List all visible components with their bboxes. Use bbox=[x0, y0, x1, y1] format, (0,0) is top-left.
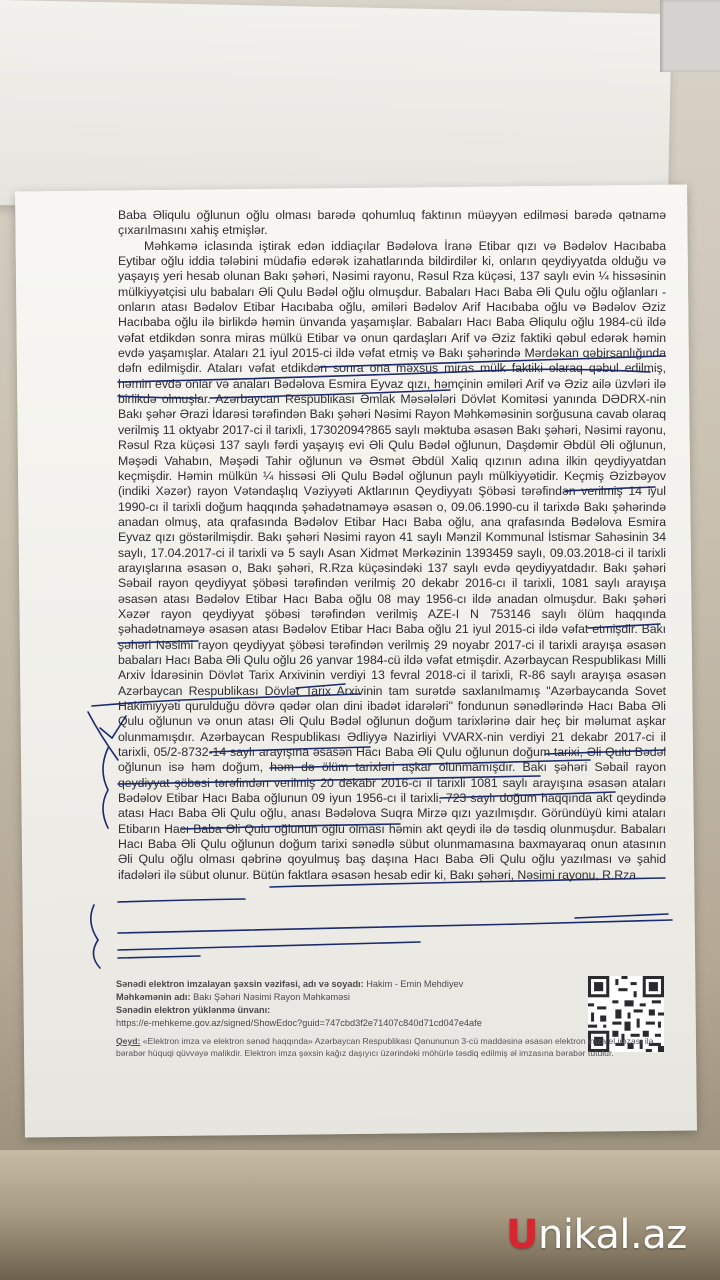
note-text: «Elektron imza və elektron sənəd haqqında» Azərbaycan Respublikası Qanununun 3-cü maddəsinə əsasən elektron imza ⁠el imzası ilə bərabər hüquqi qüvvəyə malikdir. Elektron imza şəxsin kağız daşıyıcı üzərindəki möhürlə təsdiq edilmiş əl imzasına bərabər tutulur. bbox=[116, 1036, 654, 1058]
signer-label: Sənədi elektron imzalayan şəxsin vəzifəsi, adı və soyadı: bbox=[116, 979, 364, 989]
paragraph-intro: Baba Əliqulu oğlunun oğlu olması barədə qohumluq faktının müəyyən edilməsi barədə qətnamə çıxarılmasını xahiş etmişlər. bbox=[118, 208, 666, 238]
court-value: Bakı Şəhəri Nəsimi Rayon Məhkəməsi bbox=[193, 992, 350, 1002]
signature-footer bbox=[116, 978, 576, 1030]
paper-stack-corner bbox=[660, 0, 720, 72]
document-body bbox=[118, 208, 666, 883]
note-label: Qeyd: bbox=[116, 1036, 141, 1046]
legal-note bbox=[116, 1036, 676, 1059]
paragraph-main: Məhkəmə iclasında iştirak edən iddiaçılar Bədəlova İranə Etibar qızı və Bədəlov Hacıbaba Eytibar oğlu iddia tələbini müdafiə edərək izahatlarında bildirdilər ki, onların qeydiyyatda olduğu və yaşayış yeri hesab olunan Bakı şəhəri, Nəsimi rayonu, Rəsul Rza küçəsi, 137 saylı evin ¼ hissəsinin mülkiyyətçisi ulu babaları Əli Qulu Bədəl oğlu olmuşdur. Babaları Hacı Baba Əli Qulu oğlu oğlanları - onların atası Bədəlov Etibar Hacıbaba oğlu, əmiləri Bədəlov Arif Hacıbaba oğlu və Bədəlov Əziz Hacıbaba oğlu ilə birlikdə həmin ünvanda yaşamışlar. Babaları Hacı Baba Əliqulu oğlu 1984-cü ildə vəfat etdikdən sonra miras mülkü Etibar və onun qardaşları Arif və Əziz faktiki qəbul edərək həmin evdə yaşamışlar. Ataları 21 iyul 2015-ci ildə vəfat etmiş və Bakı şəhərində Mərdəkan qəbirsanlığında dəfn edilmişdir. Ataları vəfat etdikdən sonra ona məxsus miras mülk faktiki olaraq qəbul edilmiş, həmin evdə onlar və anaları Bədəlova Esmira Eyvaz qızı, həmçinin əmiləri Arif və Əziz ailə üzvləri ilə birlikdə olmuşlar. Azərbaycan Respublikası Əmlak Məsələləri Dövlət Komitəsi yanında DƏDRX-nin Bakı şəhər Ərazi İdarəsi tərəfindən Bakı şəhəri Nəsimi Rayon Məhkəməsinin sorğusuna cavab olaraq verilmiş 11 oktyabr 2017-ci il tarixli, 17302094?865 saylı məktuba əsasən Bakı şəhəri, Nəsimi rayonu, Rəsul Rza küçəsi 137 saylı fərdi yaşayış evi Əli Qulu Bədəl oğlunun, Daşdəmir Əbdül Əli oğlunun, Məşədi Vahabın, Məşədi Tahir oğlunun və Əsmət Əbdül Xaliq qızının adına ilkin qeydiyyatdan keçmişdir. Həmin mülkün ¼ hissəsi Əli Qulu Bədəl oğlunun paylı mülkiyyətidir. Keçmiş Əzizbəyov (indiki Xəzər) rayon Vətəndaşlıq Vəziyyəti Aktlarının Qeydiyyatı Şöbəsi tərəfindən verilmiş 14 iyul 1990-cı il tarixli doğum haqqında şəhadətnaməyə əsasən o, 09.06.1990-cu il tarixdə Bakı şəhərində anadan olmuş, ata qrafasında Bədəlov Etibar Hacı Baba oğlu, ana qrafasında Bədəlova Esmira Eyvaz qızı göstərilmişdir. Bakı şəhəri Nəsimi rayon 41 saylı Mənzil Kommunal İstismar Sahəsinin 34 saylı, 17.04.2017-ci il tarixli və 5 saylı Asan Xidmət Mərkəzinin 1393459 saylı, 09.03.2018-ci il tarixli arayışlarına əsasən o, Bakı şəhəri, R.Rza küçəsindəki 137 saylı evdə qeydiyyatdadır. Bakı şəhəri Səbail rayon qeydiyyat şöbəsi tərəfindən verilmiş 20 dekabr 2016-cı il tarixli, 1081 saylı arayışa əsasən atası Bədəlov Etibar Hacı Baba oğlu 08 may 1956-cı ildə anadan olmuşdur. Bakı şəhəri Xəzər rayon qeydiyyat şöbəsi tərəfindən verilmiş AZE-I N 753146 saylı ölüm haqqında şəhadətnaməyə əsasən atası Bədəlov Etibar Hacı Baba oğlu 21 iyul 2015-ci ildə vəfat etmişdir. Bakı şəhəri Nəsimi rayon qeydiyyat şöbəsi tərəfindən verilmiş 29 noyabr 2017-ci il tarixli arayışa əsasən babaları Hacı Baba Əli Qulu oğlu 26 yanvar 1984-cü ildə vəfat etmişdir. Azərbaycan Respublikası Milli Arxiv İdarəsinin Dövlət Tarix Arxivinin verdiyi 13 fevral 2018-ci il tarixli, R-86 saylı arayışa əsasən Azərbaycan Respublikası Dövlət Tarix Arxivinin tam surətdə saxlanılmamış "Azərbaycanda Sovet Hakimiyyəti qurulduğu dövrə qədər olan dini ibadət idarələri" fondunun sənədlərində Hacı Baba Əli Qulu oğlunun və onun atası Əli Qulu Bədəl oğlunun doğum tarixlərinə dair heç bir məlumat aşkar olunmamışdır. Azərbaycan Respublikası Ədliyyə Nazirliyi VVARX-nin verdiyi 21 dekabr 2017-ci il tarixli, 05/2-8732-14 saylı arayışına əsasən Hacı Baba Əli Qulu oğlunun doğum tarixi, Əli Qulu Bədəl oğlunun isə həm doğum, həm də ölüm tarixləri aşkar olunmamışdır. Bakı şəhəri Səbail rayon qeydiyyat şöbəsi tərəfindən verilmiş 20 dekabr 2016-cı il tarixli 1081 saylı arayışına əsasən ataları Bədəlov Etibar Hacı Baba oğlunun 09 iyun 1956-cı il tarixli, 723 saylı doğum haqqında akt qeydində atası Hacı Baba Əli Qulu oğlu, anası Bədəlova Suqra Mirzə qızı yazılmışdır. Göründüyü kimi ataları Etibarın Hacı Baba Əli Qulu oğlunun oğlu olması həmin akt qeydi ilə də təsdiq olunmuşdur. Babaları Hacı Baba Əli Qulu oğlunun doğum tarixi sənədlə sübut olunmamasına baxmayaraq onun atasının Əli Qulu oğlu olması qəbrinə qoyulmuş baş daşına Hacı Baba Əli Qulu oğlu yazılması və şahid ifadələri ilə sübut olunur. Bütün faktlara əsasən hesab edir ki, Bakı şəhəri, Nəsimi rayonu, R.Rza bbox=[118, 238, 666, 882]
address-label: Sənədin elektron yüklənmə ünvanı: bbox=[116, 1005, 271, 1015]
watermark-rest: nikal.az bbox=[537, 1212, 687, 1258]
address-link[interactable]: https://e-mehkeme.gov.az/signed/ShowEdoc?guid=747cbd3f2e71407c840d71cd047e4afe bbox=[116, 1018, 482, 1028]
site-watermark bbox=[506, 1212, 687, 1258]
signer-value: Hakim - Emin Mehdiyev bbox=[366, 979, 464, 989]
court-label: Məhkəmənin adı: bbox=[116, 992, 191, 1002]
watermark-initial: U bbox=[506, 1212, 538, 1258]
